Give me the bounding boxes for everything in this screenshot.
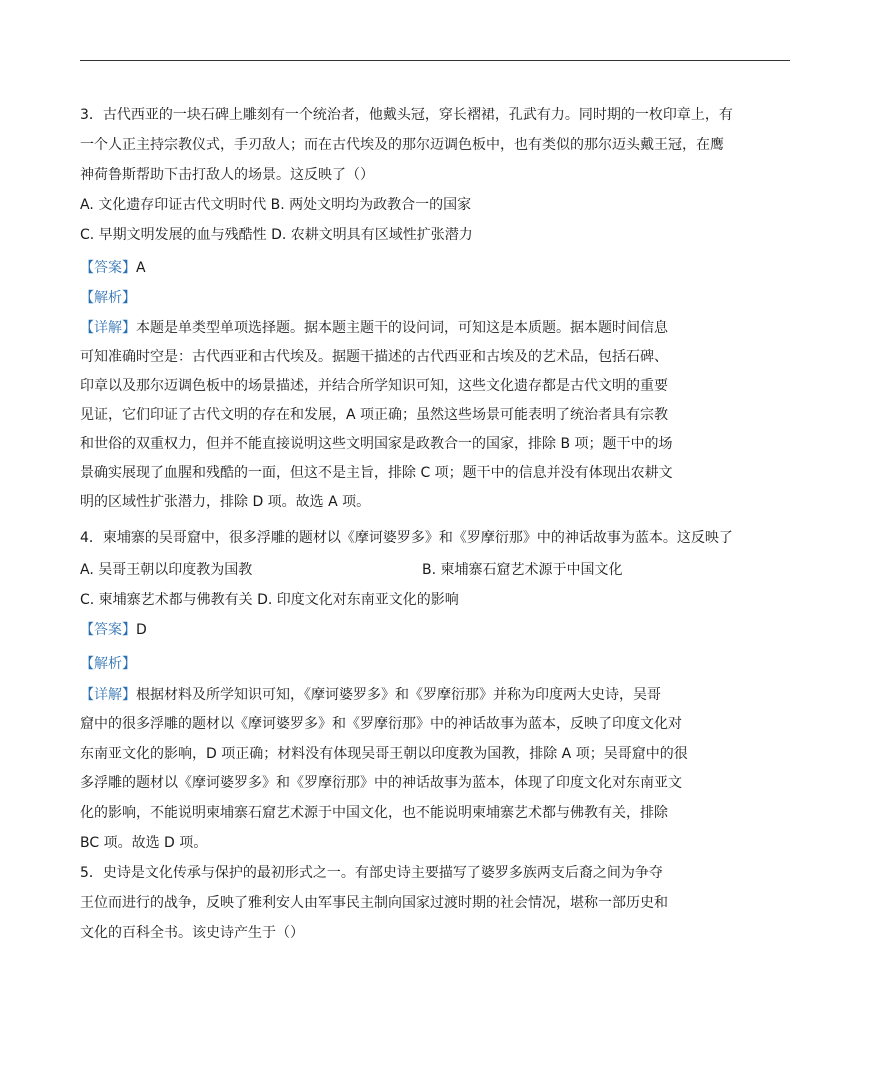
q3-detail-text-1: 本题是单类型单项选择题。据本题主题干的设问词，可知这是本质题。据本题时间信息 — [136, 320, 668, 336]
q4-detail-line-1 — [80, 685, 661, 705]
q3-options-ab: A. 文化遗存印证古代文明时代 B. 两处文明均为政教合一的国家 — [80, 197, 472, 213]
q4-stem-line-1: 4．柬埔寨的吴哥窟中，很多浮雕的题材以《摩诃婆罗多》和《罗摩衍那》中的神话故事为蓝本。这反映了 — [80, 530, 733, 546]
q3-detail-line-3: 印章以及那尔迈调色板中的场景描述，并结合所学知识可知，这些文化遗存都是古代文明的重要 — [80, 378, 668, 394]
q5-stem-line-2: 王位而进行的战争，反映了雅利安人由军事民主制向国家过渡时期的社会情况，堪称一部历史和 — [80, 895, 668, 911]
q5-stem-line-3: 文化的百科全书。该史诗产生于（） — [80, 925, 304, 941]
q4-detail-line-5: 化的影响，不能说明柬埔寨石窟艺术源于中国文化，也不能说明柬埔寨艺术都与佛教有关，排除 — [80, 805, 668, 821]
q3-answer-tag: 【答案】 — [80, 260, 136, 276]
q3-detail-line-6: 景确实展现了血腥和残酷的一面，但这不是主旨，排除 C 项；题干中的信息并没有体现出农耕文 — [80, 465, 673, 481]
q3-stem-line-1: 3．古代西亚的一块石碑上雕刻有一个统治者，他戴头冠，穿长褶裙，孔武有力。同时期的一枚印章上，有 — [80, 107, 733, 123]
q3-stem-line-3: 神荷鲁斯帮助下击打敌人的场景。这反映了（） — [80, 167, 374, 183]
q3-detail-line-4: 见证，它们印证了古代文明的存在和发展，A 项正确；虽然这些场景可能表明了统治者具有宗教 — [80, 407, 669, 423]
q3-analysis-tag: 【解析】 — [80, 290, 136, 306]
q4-answer-tag: 【答案】 — [80, 622, 136, 638]
q4-detail-line-6: BC 项。故选 D 项。 — [80, 835, 208, 851]
q3-answer-value: A — [136, 260, 146, 276]
q3-detail-line-1 — [80, 318, 668, 338]
q3-answer — [80, 258, 146, 278]
q3-options-cd: C. 早期文明发展的血与残酷性 D. 农耕文明具有区域性扩张潜力 — [80, 227, 473, 243]
q3-detail-tag: 【详解】 — [80, 320, 136, 336]
q4-options-cd: C. 柬埔寨艺术都与佛教有关 D. 印度文化对东南亚文化的影响 — [80, 592, 459, 608]
header-rule — [80, 60, 790, 61]
q5-stem-line-1: 5．史诗是文化传承与保护的最初形式之一。有部史诗主要描写了婆罗多族两支后裔之间为争夺 — [80, 865, 663, 881]
q4-detail-line-3: 东南亚文化的影响，D 项正确；材料没有体现吴哥王朝以印度教为国教，排除 A 项；吴哥窟中的很 — [80, 746, 688, 762]
q4-option-a: A. 吴哥王朝以印度教为国教 — [80, 562, 253, 578]
q3-detail-line-2: 可知准确时空是：古代西亚和古代埃及。据题干描述的古代西亚和古埃及的艺术品，包括石碑、 — [80, 349, 668, 365]
q4-analysis-tag: 【解析】 — [80, 656, 136, 672]
q4-answer-value: D — [136, 622, 147, 638]
q4-detail-line-4: 多浮雕的题材以《摩诃婆罗多》和《罗摩衍那》中的神话故事为蓝本，体现了印度文化对东南亚文 — [80, 775, 682, 791]
q3-detail-line-5: 和世俗的双重权力，但并不能直接说明这些文明国家是政教合一的国家，排除 B 项；题干中的场 — [80, 436, 673, 452]
q4-detail-line-2: 窟中的很多浮雕的题材以《摩诃婆罗多》和《罗摩衍那》中的神话故事为蓝本，反映了印度文化对 — [80, 716, 682, 732]
q4-detail-tag: 【详解】 — [80, 687, 136, 703]
q3-detail-line-7: 明的区域性扩张潜力，排除 D 项。故选 A 项。 — [80, 494, 371, 510]
q4-option-b: B. 柬埔寨石窟艺术源于中国文化 — [422, 562, 623, 578]
q4-options-ab — [80, 560, 252, 580]
q3-stem-line-2: 一个人正主持宗教仪式，手刃敌人；而在古代埃及的那尔迈调色板中，也有类似的那尔迈头戴王冠，在鹰 — [80, 137, 724, 153]
q4-answer — [80, 620, 147, 640]
q4-detail-text-1: 根据材料及所学知识可知，《摩诃婆罗多》和《罗摩衍那》并称为印度两大史诗，吴哥 — [136, 687, 661, 703]
